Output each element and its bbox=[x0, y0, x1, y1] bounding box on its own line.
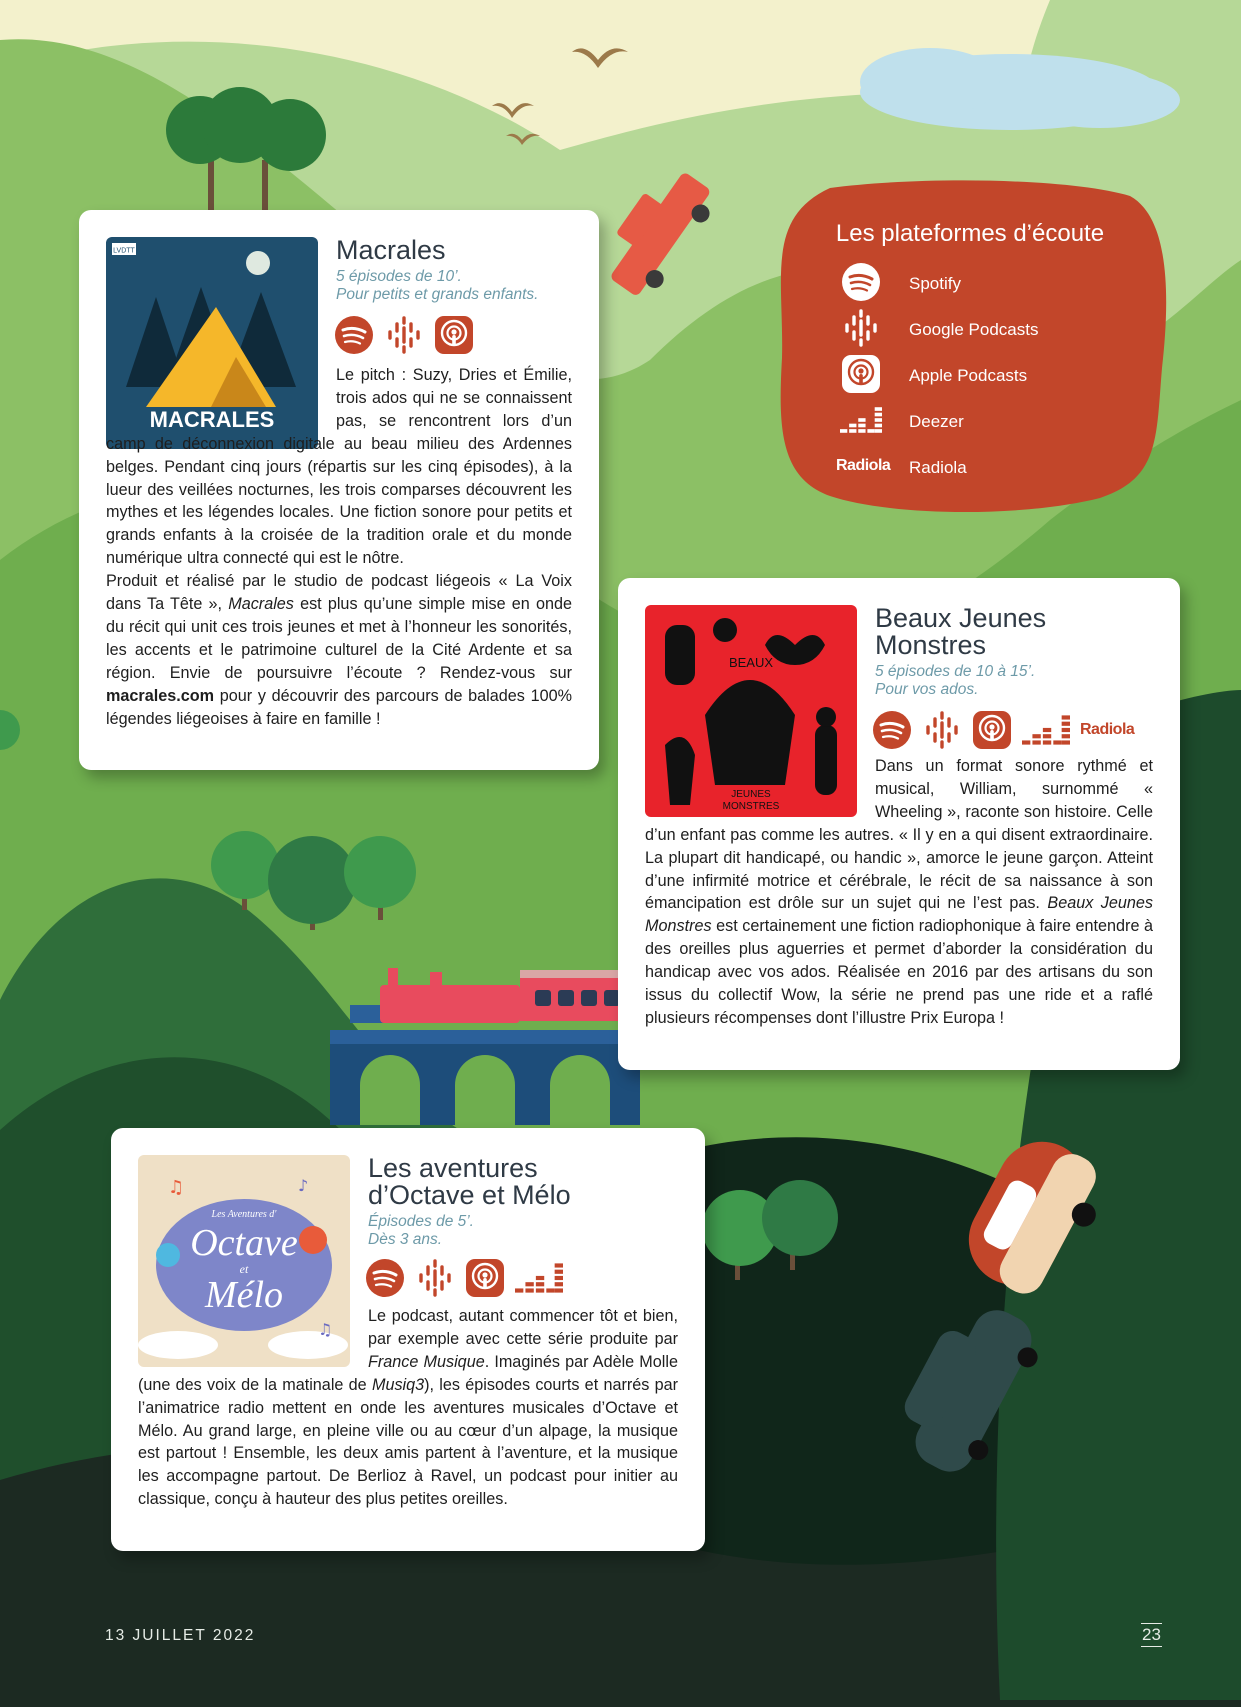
macrales-title: Macrales bbox=[336, 235, 446, 265]
octave-body bbox=[138, 1305, 678, 1511]
google-podcasts-icon[interactable] bbox=[384, 315, 424, 355]
octave-cover-et: et bbox=[239, 1262, 249, 1276]
bjm-platform-icons bbox=[872, 710, 1134, 750]
bjm-card bbox=[618, 578, 1180, 1070]
macrales-card bbox=[79, 210, 599, 770]
octave-platform-icons bbox=[365, 1258, 563, 1298]
bjm-text-part-a: Dans un format sonore rythmé et musical, William, surnommé « Wheeling », raconte son histoire. Celle d’un enfant pas comme les autres. « Il y en a qui disent extraordinaire. La plupart dit handicapé, ou handic », amorce le jeune garçon. Atteint d’une infirmité motrice et cérébrale, le récit de sa naissance à son émancipation est drôle sur un sujet qui ne l’est pas. bbox=[645, 757, 1153, 913]
octave-text-emphasis-2: Musiq3 bbox=[371, 1375, 425, 1394]
spotify-icon[interactable] bbox=[872, 710, 912, 750]
octave-text-part-a: Le podcast, autant commencer tôt et bien, par exemple avec cette série produite par bbox=[368, 1307, 678, 1348]
macrales-subtitle-line-2: Pour petits et grands enfants. bbox=[336, 286, 539, 303]
svg-text:♪: ♪ bbox=[298, 1176, 309, 1195]
bjm-text-emphasis: Beaux Jeunes Monstres bbox=[645, 894, 1153, 936]
apple-podcasts-icon[interactable] bbox=[434, 315, 474, 355]
deezer-icon[interactable] bbox=[515, 1258, 563, 1298]
macrales-p2-part-b: est plus qu’une simple mise en onde du récit qui unit ces trois jeunes et met à l’honneur les sonorités, les accents et le patrimoine culturel de la Cité Ardente et sa région. Envie de poursuivre l’écoute ? Rendez-vous sur bbox=[106, 595, 572, 682]
svg-text:♫: ♫ bbox=[318, 1320, 333, 1339]
platform-label-spotify: Spotify bbox=[909, 274, 961, 293]
octave-text-part-b: . Imaginés par Adèle Molle (une des voix de la matinale de bbox=[138, 1352, 678, 1394]
platform-row-google[interactable] bbox=[840, 308, 882, 348]
octave-cover-big-1: Octave bbox=[190, 1222, 298, 1264]
bjm-text-part-b: est certainement une fiction radiophonique à faire entendre à des oreilles plus aguerries et permet d’aborder la considération du handicap avec vos ados. Réalisée en 2016 par des artisans du son issus du collectif Wow, la série ne prend pas une ride et a raflé plusieurs récompenses dont l’illustre Prix Europa ! bbox=[645, 917, 1153, 1027]
macrales-paragraph-2 bbox=[106, 570, 572, 730]
platform-row-deezer[interactable] bbox=[840, 400, 882, 440]
bjm-subtitle bbox=[875, 663, 1035, 699]
octave-title bbox=[368, 1155, 571, 1209]
bjm-title-line-1: Beaux Jeunes bbox=[875, 603, 1047, 633]
platform-row-radiola[interactable] bbox=[836, 446, 890, 486]
macrales-subtitle-line-1: 5 épisodes de 10’. bbox=[336, 268, 462, 285]
macrales-platform-icons bbox=[334, 315, 474, 355]
platform-row-apple[interactable] bbox=[840, 354, 882, 394]
macrales-website-link[interactable]: macrales.com bbox=[106, 686, 214, 705]
deezer-icon[interactable] bbox=[1022, 710, 1070, 750]
radiola-logo: Radiola bbox=[836, 457, 891, 474]
macrales-cover-title: MACRALES bbox=[149, 407, 275, 432]
macrales-body bbox=[106, 364, 572, 731]
octave-text-part-c: ), les épisodes courts et narrés par l’animatrice radio mettent en onde les aventures musicales d’Octave et Mélo. Au grand large, en pleine ville ou au cœur d’un alpage, la musique est partout ! Ensemble, les deux amis partent à l’aventure, et la musique les accompagne partout. De Berlioz à Ravel, un podcast pour initier au classique, conçu à hauteur des plus petites oreilles. bbox=[138, 1375, 679, 1509]
google-podcasts-icon[interactable] bbox=[922, 710, 962, 750]
platforms-title: Les plateformes d’écoute bbox=[835, 220, 1105, 247]
apple-podcasts-icon bbox=[841, 354, 881, 394]
spotify-icon bbox=[841, 262, 881, 302]
octave-text-emphasis-1: France Musique bbox=[368, 1352, 485, 1371]
spotify-icon[interactable] bbox=[365, 1258, 405, 1298]
octave-subtitle-line-1: Épisodes de 5’. bbox=[368, 1213, 474, 1230]
svg-text:♫: ♫ bbox=[168, 1177, 185, 1198]
bjm-cover-bottom-1: JEUNES bbox=[731, 789, 771, 800]
octave-subtitle-line-2: Dès 3 ans. bbox=[368, 1231, 443, 1248]
platform-label-radiola: Radiola bbox=[909, 458, 967, 477]
macrales-p2-emphasis: Macrales bbox=[228, 595, 294, 614]
bjm-cover-bottom-2: MONSTRES bbox=[722, 801, 780, 812]
platform-label-deezer: Deezer bbox=[909, 412, 964, 431]
google-podcasts-icon bbox=[841, 308, 881, 348]
octave-cover-small: Les Aventures d' bbox=[211, 1209, 277, 1220]
platform-label-apple: Apple Podcasts bbox=[909, 366, 1028, 385]
bjm-subtitle-line-1: 5 épisodes de 10 à 15’. bbox=[875, 663, 1036, 680]
spotify-icon[interactable] bbox=[334, 315, 374, 355]
bjm-subtitle-line-2: Pour vos ados. bbox=[875, 681, 979, 698]
platform-label-google: Google Podcasts bbox=[909, 320, 1039, 339]
apple-podcasts-icon[interactable] bbox=[465, 1258, 505, 1298]
google-podcasts-icon[interactable] bbox=[415, 1258, 455, 1298]
octave-title-line-1: Les aventures bbox=[368, 1153, 538, 1183]
bjm-cover-top: BEAUX bbox=[728, 655, 774, 670]
apple-podcasts-icon[interactable] bbox=[972, 710, 1012, 750]
bjm-title bbox=[875, 605, 1046, 659]
macrales-cover-tag: LVDTT bbox=[113, 247, 135, 255]
octave-subtitle bbox=[368, 1213, 474, 1249]
macrales-p2-part-a: Produit et réalisé par le studio de podcast liégeois « La Voix dans Ta Tête », bbox=[106, 572, 572, 614]
radiola-logo[interactable]: Radiola bbox=[1080, 721, 1135, 738]
macrales-paragraph-1: Le pitch : Suzy, Dries et Émilie, trois ados qui ne se connaissent pas, se rencontrent lors d’un camp de déconnexion digitale au beau milieu des Ardennes belges. Pendant cinq jours (répartis sur les cinq épisodes), à la lueur des veillées nocturnes, les trois comparses découvrent les mythes et les légendes locales. Une fiction sonore pour petits et grands enfants à la croisée de la tradition orale et du monde numérique ultra connecté qui est le nôtre. bbox=[106, 366, 572, 568]
macrales-subtitle bbox=[336, 268, 538, 304]
octave-title-line-2: d’Octave et Mélo bbox=[368, 1180, 571, 1210]
bjm-body bbox=[645, 755, 1153, 1030]
platforms-panel bbox=[770, 178, 1170, 518]
platform-row-spotify[interactable] bbox=[840, 262, 882, 302]
octave-cover-big-2: Mélo bbox=[204, 1274, 284, 1316]
bjm-title-line-2: Monstres bbox=[875, 630, 987, 660]
octave-card bbox=[111, 1128, 705, 1551]
macrales-p2-part-c: pour y découvrir des parcours de balades 100% légendes liégeoises à faire en famille ! bbox=[106, 686, 572, 728]
page-number: 23 bbox=[1141, 1623, 1162, 1647]
footer-date: 13 JUILLET 2022 bbox=[105, 1627, 256, 1644]
deezer-icon bbox=[840, 405, 882, 435]
